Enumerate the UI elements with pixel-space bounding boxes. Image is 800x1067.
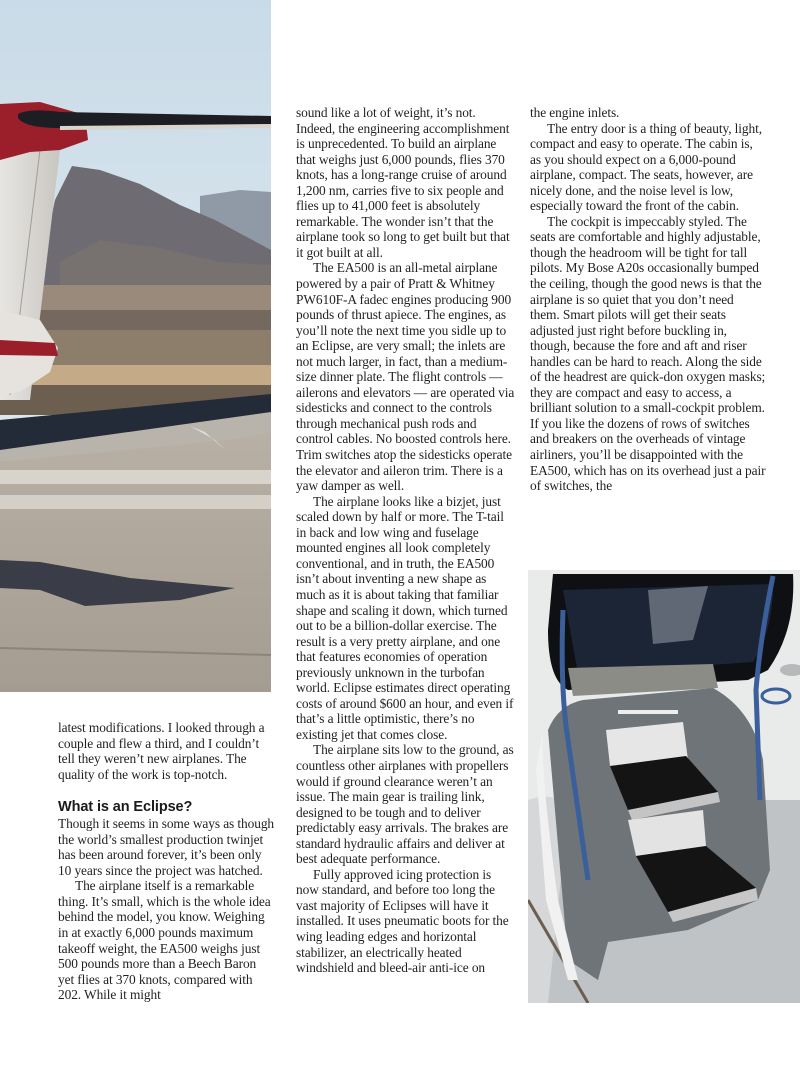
paragraph: Though it seems in some ways as though the world’s smallest production twinjet has been around forever, it’s been only 10 years since the project was hatched.	[58, 816, 275, 878]
photo-entry-door	[528, 570, 800, 1003]
photo-tail-and-wing	[0, 0, 271, 692]
photo-tail-and-wing-graphic	[0, 0, 271, 692]
article-column-1	[58, 720, 274, 1003]
paragraph: The entry door is a thing of beauty, light, compact and easy to operate. The cabin is, as you should expect on a 6,000-pound airplane, compact. The seats, however, are nicely done, and the noise level is low, especially toward the front of the cabin.	[530, 120, 762, 214]
paragraph: latest modifications. I looked through a couple and flew a third, and I couldn’t tell they weren’t new airplanes. The quality of the work is top-notch.	[58, 720, 265, 782]
paragraph: The airplane sits low to the ground, as countless other airplanes with propellers would if ground clearance weren’t an issue. The main gear is trailing link, designed to be tough and to deliver predictably easy arrivals. The brakes are standard hydraulic affairs and deliver at best adequate performance.	[296, 742, 514, 867]
paragraph: Fully approved icing protection is now standard, and before too long the vast majority of Eclipses will have it installed. It uses pneumatic boots for the wing leading edges and horizontal stabilizer, an electrically heated windshield and bleed-air anti-ice on	[296, 866, 509, 976]
paragraph: The airplane itself is a remarkable thing. It’s small, which is the whole idea behind the model, you know. Weighing in at exactly 6,000 pounds maximum takeoff weight, the EA500 weighs just 500 pounds more than a Beech Baron yet flies at 370 knots, compared with 202. While it might	[58, 878, 271, 1003]
paragraph: the engine inlets.	[530, 105, 620, 120]
photo-entry-door-graphic	[528, 570, 800, 1003]
paragraph: The airplane looks like a bizjet, just scaled down by half or more. The T-tail in back and low wing and fuselage mounted engines all look completely conventional, and in truth, the EA500 isn’t about inventing a new shape as much as it is about taking that familiar shape and scaling it down, which turned out to be a billion-dollar exercise. The result is a very pretty airplane, and one that features economies of operation previously unknown in the turbofan world. Eclipse estimates direct operating costs of around $600 an hour, and even if that’s a little optimistic, there’s no existing jet that comes close.	[296, 493, 514, 742]
article-column-2	[296, 105, 516, 976]
grass-strip	[30, 365, 271, 385]
runway-stripe	[0, 470, 271, 484]
placard	[618, 710, 678, 714]
section-heading: What is an Eclipse?	[58, 799, 193, 816]
paragraph: The EA500 is an all-metal airplane powered by a pair of Pratt & Whitney PW610F-A fadec engines producing 900 pounds of thrust apiece. The engines, as you’ll note the next time you sidle up to an Eclipse, are very small; the inlets are not much larger, in fact, than a medium-size dinner plate. The flight controls — ailerons and elevators — are operated via sidesticks and connect to the controls through mechanical push rods and control cables. No boosted controls here. Trim switches atop the sidesticks operate the elevator and aileron trim. There is a yaw damper as well.	[296, 260, 515, 494]
paragraph: sound like a lot of weight, it’s not. Indeed, the engineering accomplishment is unprecedented. To build an airplane that weighs just 6,000 pounds, flies 370 knots, has a long-range cruise of around 1,200 nm, carries five to six people and flies up to 41,000 feet is absolutely remarkable. The wonder isn’t that the airplane took so long to get built but that it got built at all.	[296, 105, 510, 260]
paragraph: The cockpit is impeccably styled. The seats are comfortable and highly adjustable, though the headroom will be tight for tall pilots. My Bose A20s occasionally bumped the ceiling, though the good news is that the airplane is so quiet that you don’t need them. Smart pilots will get their seats adjusted just right before buckling in, though, because the fore and aft and riser handles can be hard to reach. Along the side of the headrest are quick-don oxygen masks; they are compact and easy to access, a brilliant solution to a small-cockpit problem. If you like the dozens of rows of switches and breakers on the overheads of vintage airliners, you’ll be disappointed with the EA500, which has on its overhead just a pair of switches, the	[530, 213, 766, 494]
article-column-3	[530, 105, 766, 494]
